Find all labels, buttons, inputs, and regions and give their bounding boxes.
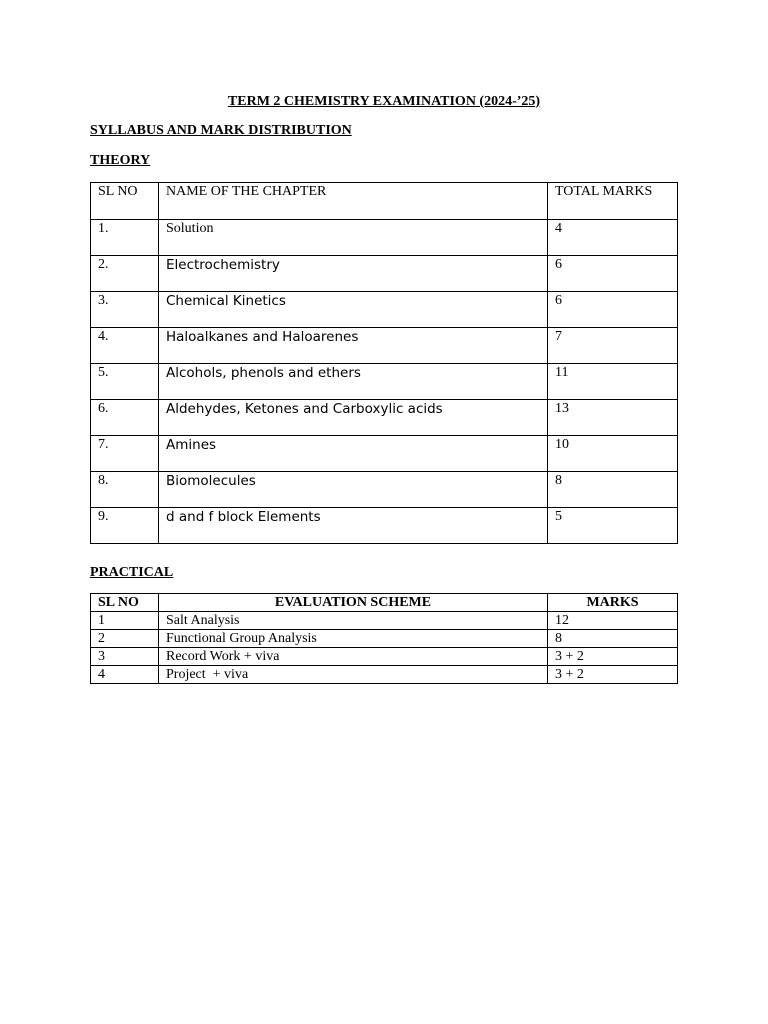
row-marks: 10 [548, 436, 678, 472]
row-chapter: d and f block Elements [159, 508, 548, 544]
table-row [91, 400, 678, 436]
row-scheme: Functional Group Analysis [159, 630, 548, 648]
theory-header-marks: TOTAL MARKS [548, 183, 678, 220]
row-chapter: Aldehydes, Ketones and Carboxylic acids [159, 400, 548, 436]
table-row [91, 648, 678, 666]
practical-header-marks: MARKS [548, 594, 678, 612]
row-marks: 6 [548, 292, 678, 328]
row-marks: 12 [548, 612, 678, 630]
row-marks: 11 [548, 364, 678, 400]
table-row [91, 666, 678, 684]
table-row [91, 220, 678, 256]
syllabus-heading: SYLLABUS AND MARK DISTRIBUTION [90, 123, 352, 138]
table-row [91, 256, 678, 292]
row-chapter: Electrochemistry [159, 256, 548, 292]
row-chapter: Alcohols, phenols and ethers [159, 364, 548, 400]
row-sl: 3. [91, 292, 159, 328]
row-sl: 2. [91, 256, 159, 292]
row-chapter: Haloalkanes and Haloarenes [159, 328, 548, 364]
row-scheme: Record Work + viva [159, 648, 548, 666]
row-chapter: Solution [159, 220, 548, 256]
row-marks: 7 [548, 328, 678, 364]
row-sl: 8. [91, 472, 159, 508]
table-row [91, 292, 678, 328]
row-chapter: Chemical Kinetics [159, 292, 548, 328]
practical-header-row [91, 594, 678, 612]
table-row [91, 630, 678, 648]
row-marks: 3 + 2 [548, 666, 678, 684]
practical-header-sl: SL NO [91, 594, 159, 612]
theory-header-row [91, 183, 678, 220]
row-scheme: Salt Analysis [159, 612, 548, 630]
row-sl: 7. [91, 436, 159, 472]
row-marks: 8 [548, 472, 678, 508]
row-marks: 13 [548, 400, 678, 436]
row-marks: 3 + 2 [548, 648, 678, 666]
practical-heading: PRACTICAL [90, 565, 174, 580]
row-sl: 3 [91, 648, 159, 666]
practical-header-scheme: EVALUATION SCHEME [159, 594, 548, 612]
row-sl: 1. [91, 220, 159, 256]
row-sl: 9. [91, 508, 159, 544]
row-sl: 1 [91, 612, 159, 630]
row-marks: 8 [548, 630, 678, 648]
practical-table [90, 593, 678, 684]
theory-header-chapter: NAME OF THE CHAPTER [159, 183, 548, 220]
row-marks: 6 [548, 256, 678, 292]
row-sl: 5. [91, 364, 159, 400]
row-marks: 4 [548, 220, 678, 256]
theory-header-sl: SL NO [91, 183, 159, 220]
table-row [91, 472, 678, 508]
row-sl: 2 [91, 630, 159, 648]
table-row [91, 436, 678, 472]
theory-heading: THEORY [90, 153, 151, 168]
row-sl: 4 [91, 666, 159, 684]
row-sl: 4. [91, 328, 159, 364]
row-chapter: Amines [159, 436, 548, 472]
row-scheme: Project + viva [159, 666, 548, 684]
row-marks: 5 [548, 508, 678, 544]
row-sl: 6. [91, 400, 159, 436]
table-row [91, 364, 678, 400]
document-title: TERM 2 CHEMISTRY EXAMINATION (2024-’25) [227, 94, 541, 109]
table-row [91, 508, 678, 544]
table-row [91, 612, 678, 630]
row-chapter: Biomolecules [159, 472, 548, 508]
theory-table [90, 182, 678, 544]
table-row [91, 328, 678, 364]
